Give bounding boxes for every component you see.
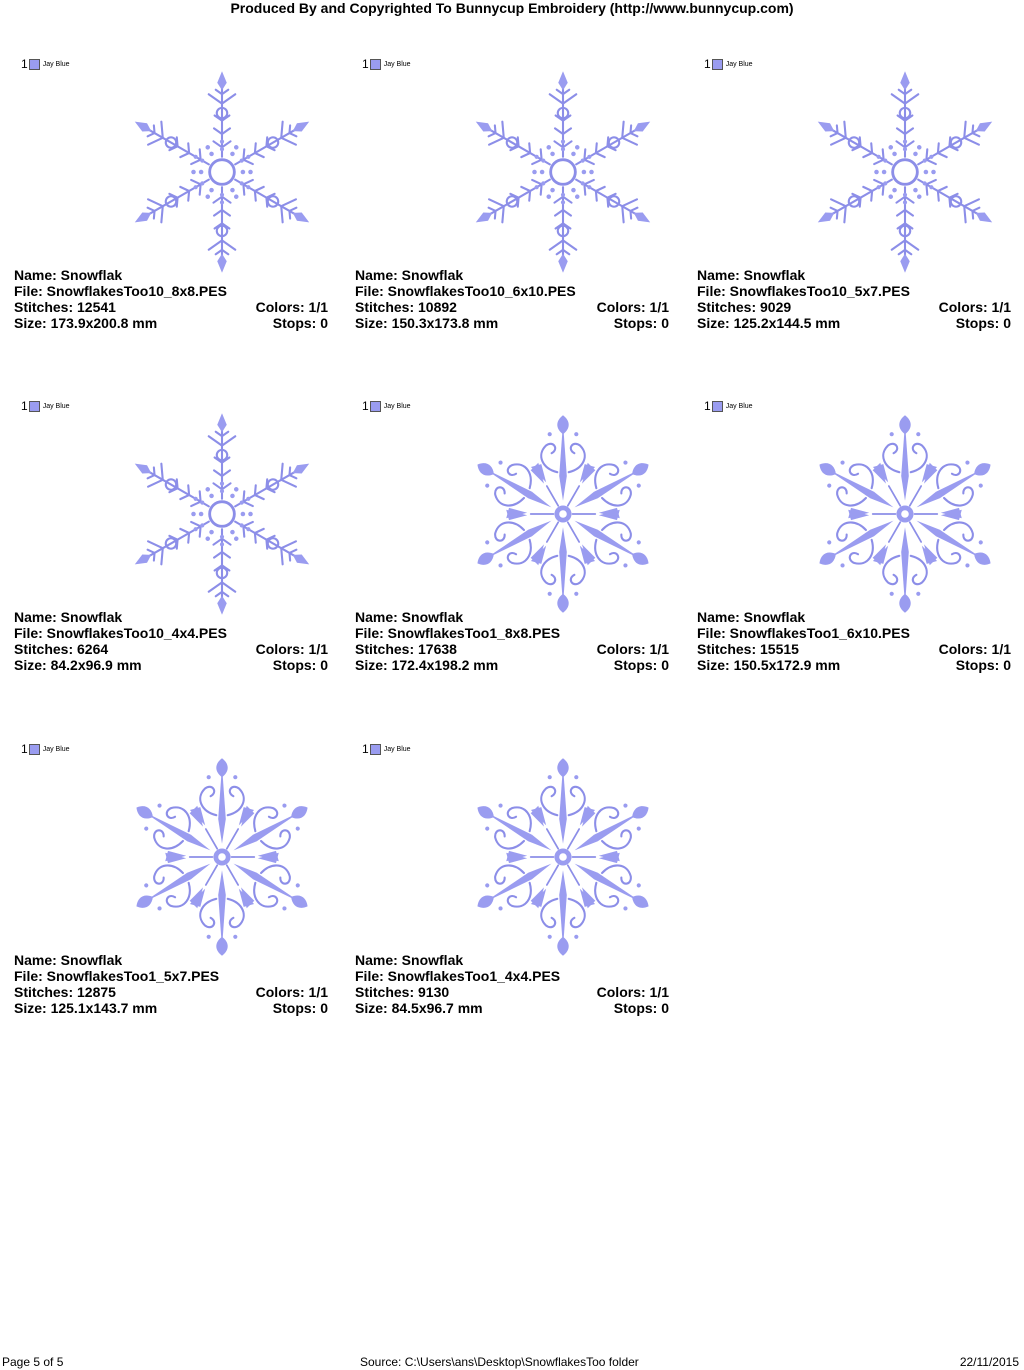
design-file: File: SnowflakesToo1_6x10.PES	[697, 625, 910, 641]
design-preview	[468, 747, 658, 967]
design-preview	[468, 404, 658, 624]
design-info	[355, 267, 669, 331]
design-info	[14, 952, 328, 1016]
thread-color-legend	[21, 57, 70, 71]
thread-color-swatch	[370, 744, 381, 755]
design-file: File: SnowflakesToo10_4x4.PES	[14, 625, 227, 641]
design-stitches: Stitches: 6264	[14, 641, 109, 657]
thread-number: 1	[21, 742, 28, 756]
design-file: File: SnowflakesToo10_8x8.PES	[14, 283, 227, 299]
thread-color-swatch	[29, 744, 40, 755]
stitches-colors-row	[355, 984, 669, 1000]
thread-color-swatch	[712, 59, 723, 70]
design-stops: Stops: 0	[272, 657, 328, 673]
design-stops: Stops: 0	[955, 315, 1011, 331]
design-colors: Colors: 1/1	[255, 984, 328, 1000]
thread-color-legend	[21, 399, 70, 413]
footer-source-path: Source: C:\Users\ans\Desktop\SnowflakesToo folder	[360, 1355, 639, 1369]
size-stops-row	[355, 657, 669, 673]
design-name: Name: Snowflak	[14, 609, 123, 625]
design-size: Size: 125.1x143.7 mm	[14, 1000, 158, 1016]
snowflake-design-image	[127, 62, 317, 282]
design-stops: Stops: 0	[272, 315, 328, 331]
thread-color-name: Jay Blue	[42, 60, 70, 68]
size-stops-row	[14, 315, 328, 331]
size-stops-row	[355, 315, 669, 331]
design-colors: Colors: 1/1	[938, 641, 1011, 657]
design-stops: Stops: 0	[613, 657, 669, 673]
design-info	[697, 609, 1011, 673]
design-name: Name: Snowflak	[14, 952, 123, 968]
design-info	[355, 952, 669, 1016]
design-file: File: SnowflakesToo10_5x7.PES	[697, 283, 910, 299]
snowflake-design-image	[127, 747, 317, 967]
design-size: Size: 150.3x173.8 mm	[355, 315, 499, 331]
design-stops: Stops: 0	[272, 1000, 328, 1016]
design-stitches: Stitches: 10892	[355, 299, 457, 315]
design-size: Size: 84.5x96.7 mm	[355, 1000, 483, 1016]
design-info	[355, 609, 669, 673]
stitches-colors-row	[14, 299, 328, 315]
thread-number: 1	[704, 57, 711, 71]
design-file: File: SnowflakesToo10_6x10.PES	[355, 283, 576, 299]
design-file: File: SnowflakesToo1_4x4.PES	[355, 968, 561, 984]
design-info	[14, 609, 328, 673]
design-file: File: SnowflakesToo1_5x7.PES	[14, 968, 220, 984]
thread-color-swatch	[712, 401, 723, 412]
stitches-colors-row	[355, 641, 669, 657]
design-card	[697, 32, 1011, 332]
snowflake-design-image	[468, 62, 658, 282]
design-card	[697, 374, 1011, 674]
design-stitches: Stitches: 9130	[355, 984, 450, 1000]
design-preview	[127, 747, 317, 967]
snowflake-design-image	[810, 404, 1000, 624]
snowflake-design-image	[127, 404, 317, 624]
snowflake-design-image	[810, 62, 1000, 282]
size-stops-row	[697, 657, 1011, 673]
design-size: Size: 173.9x200.8 mm	[14, 315, 158, 331]
thread-color-swatch	[370, 59, 381, 70]
footer-page-number: Page 5 of 5	[2, 1355, 64, 1369]
design-size: Size: 172.4x198.2 mm	[355, 657, 499, 673]
page-header: Produced By and Copyrighted To Bunnycup Embroidery (http://www.bunnycup.com)	[230, 0, 794, 16]
size-stops-row	[14, 657, 328, 673]
design-card	[14, 717, 328, 1017]
design-card	[355, 32, 669, 332]
thread-color-swatch	[29, 59, 40, 70]
stitches-colors-row	[355, 299, 669, 315]
thread-color-legend	[21, 742, 70, 756]
design-stitches: Stitches: 9029	[697, 299, 792, 315]
design-name: Name: Snowflak	[14, 267, 123, 283]
size-stops-row	[355, 1000, 669, 1016]
design-card	[355, 717, 669, 1017]
design-size: Size: 150.5x172.9 mm	[697, 657, 841, 673]
thread-number: 1	[362, 742, 369, 756]
design-name: Name: Snowflak	[355, 609, 464, 625]
design-colors: Colors: 1/1	[255, 299, 328, 315]
design-preview	[468, 62, 658, 282]
thread-number: 1	[362, 399, 369, 413]
design-stops: Stops: 0	[613, 315, 669, 331]
size-stops-row	[14, 1000, 328, 1016]
design-name: Name: Snowflak	[355, 267, 464, 283]
design-colors: Colors: 1/1	[596, 641, 669, 657]
design-size: Size: 125.2x144.5 mm	[697, 315, 841, 331]
design-preview	[810, 62, 1000, 282]
stitches-colors-row	[697, 299, 1011, 315]
design-card	[355, 374, 669, 674]
design-stitches: Stitches: 15515	[697, 641, 799, 657]
design-card	[14, 374, 328, 674]
design-name: Name: Snowflak	[697, 609, 806, 625]
design-preview	[810, 404, 1000, 624]
design-stops: Stops: 0	[613, 1000, 669, 1016]
thread-number: 1	[21, 57, 28, 71]
design-name: Name: Snowflak	[697, 267, 806, 283]
thread-number: 1	[362, 57, 369, 71]
footer-date: 22/11/2015	[959, 1355, 1019, 1369]
thread-color-swatch	[370, 401, 381, 412]
design-size: Size: 84.2x96.9 mm	[14, 657, 142, 673]
design-colors: Colors: 1/1	[938, 299, 1011, 315]
design-stops: Stops: 0	[955, 657, 1011, 673]
design-preview	[127, 62, 317, 282]
thread-color-name: Jay Blue	[725, 60, 753, 68]
snowflake-design-image	[468, 747, 658, 967]
design-card	[14, 32, 328, 332]
size-stops-row	[697, 315, 1011, 331]
design-colors: Colors: 1/1	[596, 984, 669, 1000]
thread-number: 1	[704, 399, 711, 413]
snowflake-design-image	[468, 404, 658, 624]
thread-color-name: Jay Blue	[42, 745, 70, 753]
design-colors: Colors: 1/1	[596, 299, 669, 315]
thread-color-name: Jay Blue	[42, 402, 70, 410]
stitches-colors-row	[697, 641, 1011, 657]
thread-number: 1	[21, 399, 28, 413]
design-stitches: Stitches: 12541	[14, 299, 116, 315]
thread-color-legend	[362, 57, 411, 71]
design-colors: Colors: 1/1	[255, 641, 328, 657]
design-stitches: Stitches: 12875	[14, 984, 116, 1000]
thread-color-name: Jay Blue	[725, 402, 753, 410]
thread-color-legend	[704, 399, 753, 413]
design-preview	[127, 404, 317, 624]
thread-color-legend	[704, 57, 753, 71]
thread-color-name: Jay Blue	[383, 60, 411, 68]
design-stitches: Stitches: 17638	[355, 641, 457, 657]
design-info	[697, 267, 1011, 331]
thread-color-swatch	[29, 401, 40, 412]
thread-color-name: Jay Blue	[383, 745, 411, 753]
thread-color-legend	[362, 742, 411, 756]
stitches-colors-row	[14, 984, 328, 1000]
thread-color-name: Jay Blue	[383, 402, 411, 410]
design-name: Name: Snowflak	[355, 952, 464, 968]
stitches-colors-row	[14, 641, 328, 657]
design-file: File: SnowflakesToo1_8x8.PES	[355, 625, 561, 641]
thread-color-legend	[362, 399, 411, 413]
design-info	[14, 267, 328, 331]
